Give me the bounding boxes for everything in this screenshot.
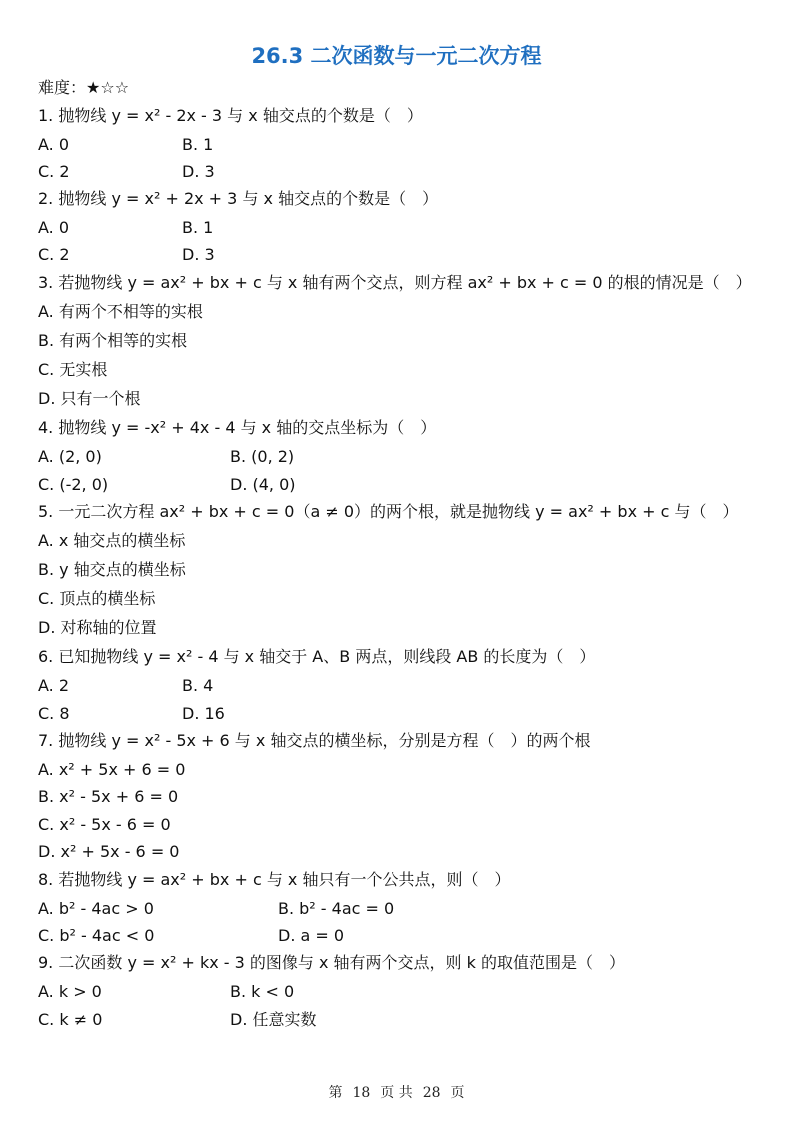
- question-6-option-c: C. 8: [38, 704, 70, 723]
- difficulty-rating: 难度：★☆☆: [38, 78, 130, 97]
- footer-prefix: 第: [328, 1085, 343, 1101]
- question-9-option-b: B. k < 0: [230, 982, 295, 1001]
- question-1-stem: 1. 抛物线 y = x² - 2x - 3 与 x 轴交点的个数是（ ）: [38, 106, 423, 125]
- footer-mid: 页 共: [380, 1085, 413, 1101]
- question-5-option-b: B. y 轴交点的横坐标: [38, 560, 186, 579]
- question-5-option-c: C. 顶点的横坐标: [38, 589, 156, 608]
- question-4-option-d: D. (4, 0): [230, 475, 296, 494]
- question-1-option-d: D. 3: [182, 162, 215, 181]
- question-1-option-a: A. 0: [38, 135, 70, 154]
- question-7-option-d: D. x² + 5x - 6 = 0: [38, 842, 180, 861]
- question-2-option-a: A. 0: [38, 218, 70, 237]
- question-7-option-a: A. x² + 5x + 6 = 0: [38, 760, 186, 779]
- question-2-option-d: D. 3: [182, 245, 215, 264]
- question-4-option-c: C. (-2, 0): [38, 475, 109, 494]
- question-8-stem: 8. 若抛物线 y = ax² + bx + c 与 x 轴只有一个公共点，则（ ）: [38, 870, 511, 889]
- question-7-option-b: B. x² - 5x + 6 = 0: [38, 787, 179, 806]
- question-9-stem: 9. 二次函数 y = x² + kx - 3 的图像与 x 轴有两个交点，则 k 的取值范围是（ ）: [38, 953, 625, 972]
- question-5-option-a: A. x 轴交点的横坐标: [38, 531, 186, 550]
- question-1-option-b: B. 1: [182, 135, 214, 154]
- question-3-option-d: D. 只有一个根: [38, 389, 141, 408]
- question-6-stem: 6. 已知抛物线 y = x² - 4 与 x 轴交于 A、B 两点，则线段 AB 的长度为（ ）: [38, 647, 596, 666]
- question-2-stem: 2. 抛物线 y = x² + 2x + 3 与 x 轴交点的个数是（ ）: [38, 189, 439, 208]
- question-1-option-c: C. 2: [38, 162, 70, 181]
- page-footer: [0, 1082, 793, 1102]
- question-3-option-b: B. 有两个相等的实根: [38, 331, 188, 350]
- question-9-option-a: A. k > 0: [38, 982, 102, 1001]
- question-2-option-b: B. 1: [182, 218, 214, 237]
- question-6-option-d: D. 16: [182, 704, 225, 723]
- question-8-option-a: A. b² - 4ac > 0: [38, 899, 154, 918]
- question-3-stem: 3. 若抛物线 y = ax² + bx + c 与 x 轴有两个交点，则方程 ax² + bx + c = 0 的根的情况是（ ）: [38, 273, 752, 292]
- question-4-option-a: A. (2, 0): [38, 447, 102, 466]
- footer-suffix: 页: [450, 1085, 465, 1101]
- question-5-stem: 5. 一元二次方程 ax² + bx + c = 0（a ≠ 0）的两个根，就是抛物线 y = ax² + bx + c 与（ ）: [38, 502, 739, 521]
- question-8-option-c: C. b² - 4ac < 0: [38, 926, 155, 945]
- question-8-option-d: D. a = 0: [278, 926, 345, 945]
- question-8-option-b: B. b² - 4ac = 0: [278, 899, 395, 918]
- question-4-stem: 4. 抛物线 y = -x² + 4x - 4 与 x 轴的交点坐标为（ ）: [38, 418, 437, 437]
- question-5-option-d: D. 对称轴的位置: [38, 618, 157, 637]
- question-9-option-c: C. k ≠ 0: [38, 1010, 103, 1029]
- question-2-option-c: C. 2: [38, 245, 70, 264]
- question-4-option-b: B. (0, 2): [230, 447, 295, 466]
- question-7-stem: 7. 抛物线 y = x² - 5x + 6 与 x 轴交点的横坐标，分别是方程（ ）的两个根: [38, 731, 591, 750]
- question-9-option-d: D. 任意实数: [230, 1010, 317, 1029]
- question-3-option-c: C. 无实根: [38, 360, 108, 379]
- page-title: 26.3 二次函数与一元二次方程: [251, 44, 542, 68]
- question-3-option-a: A. 有两个不相等的实根: [38, 302, 203, 321]
- question-6-option-a: A. 2: [38, 676, 70, 695]
- current-page-number: 18: [352, 1085, 371, 1101]
- question-7-option-c: C. x² - 5x - 6 = 0: [38, 815, 171, 834]
- total-page-number: 28: [422, 1085, 441, 1101]
- question-6-option-b: B. 4: [182, 676, 214, 695]
